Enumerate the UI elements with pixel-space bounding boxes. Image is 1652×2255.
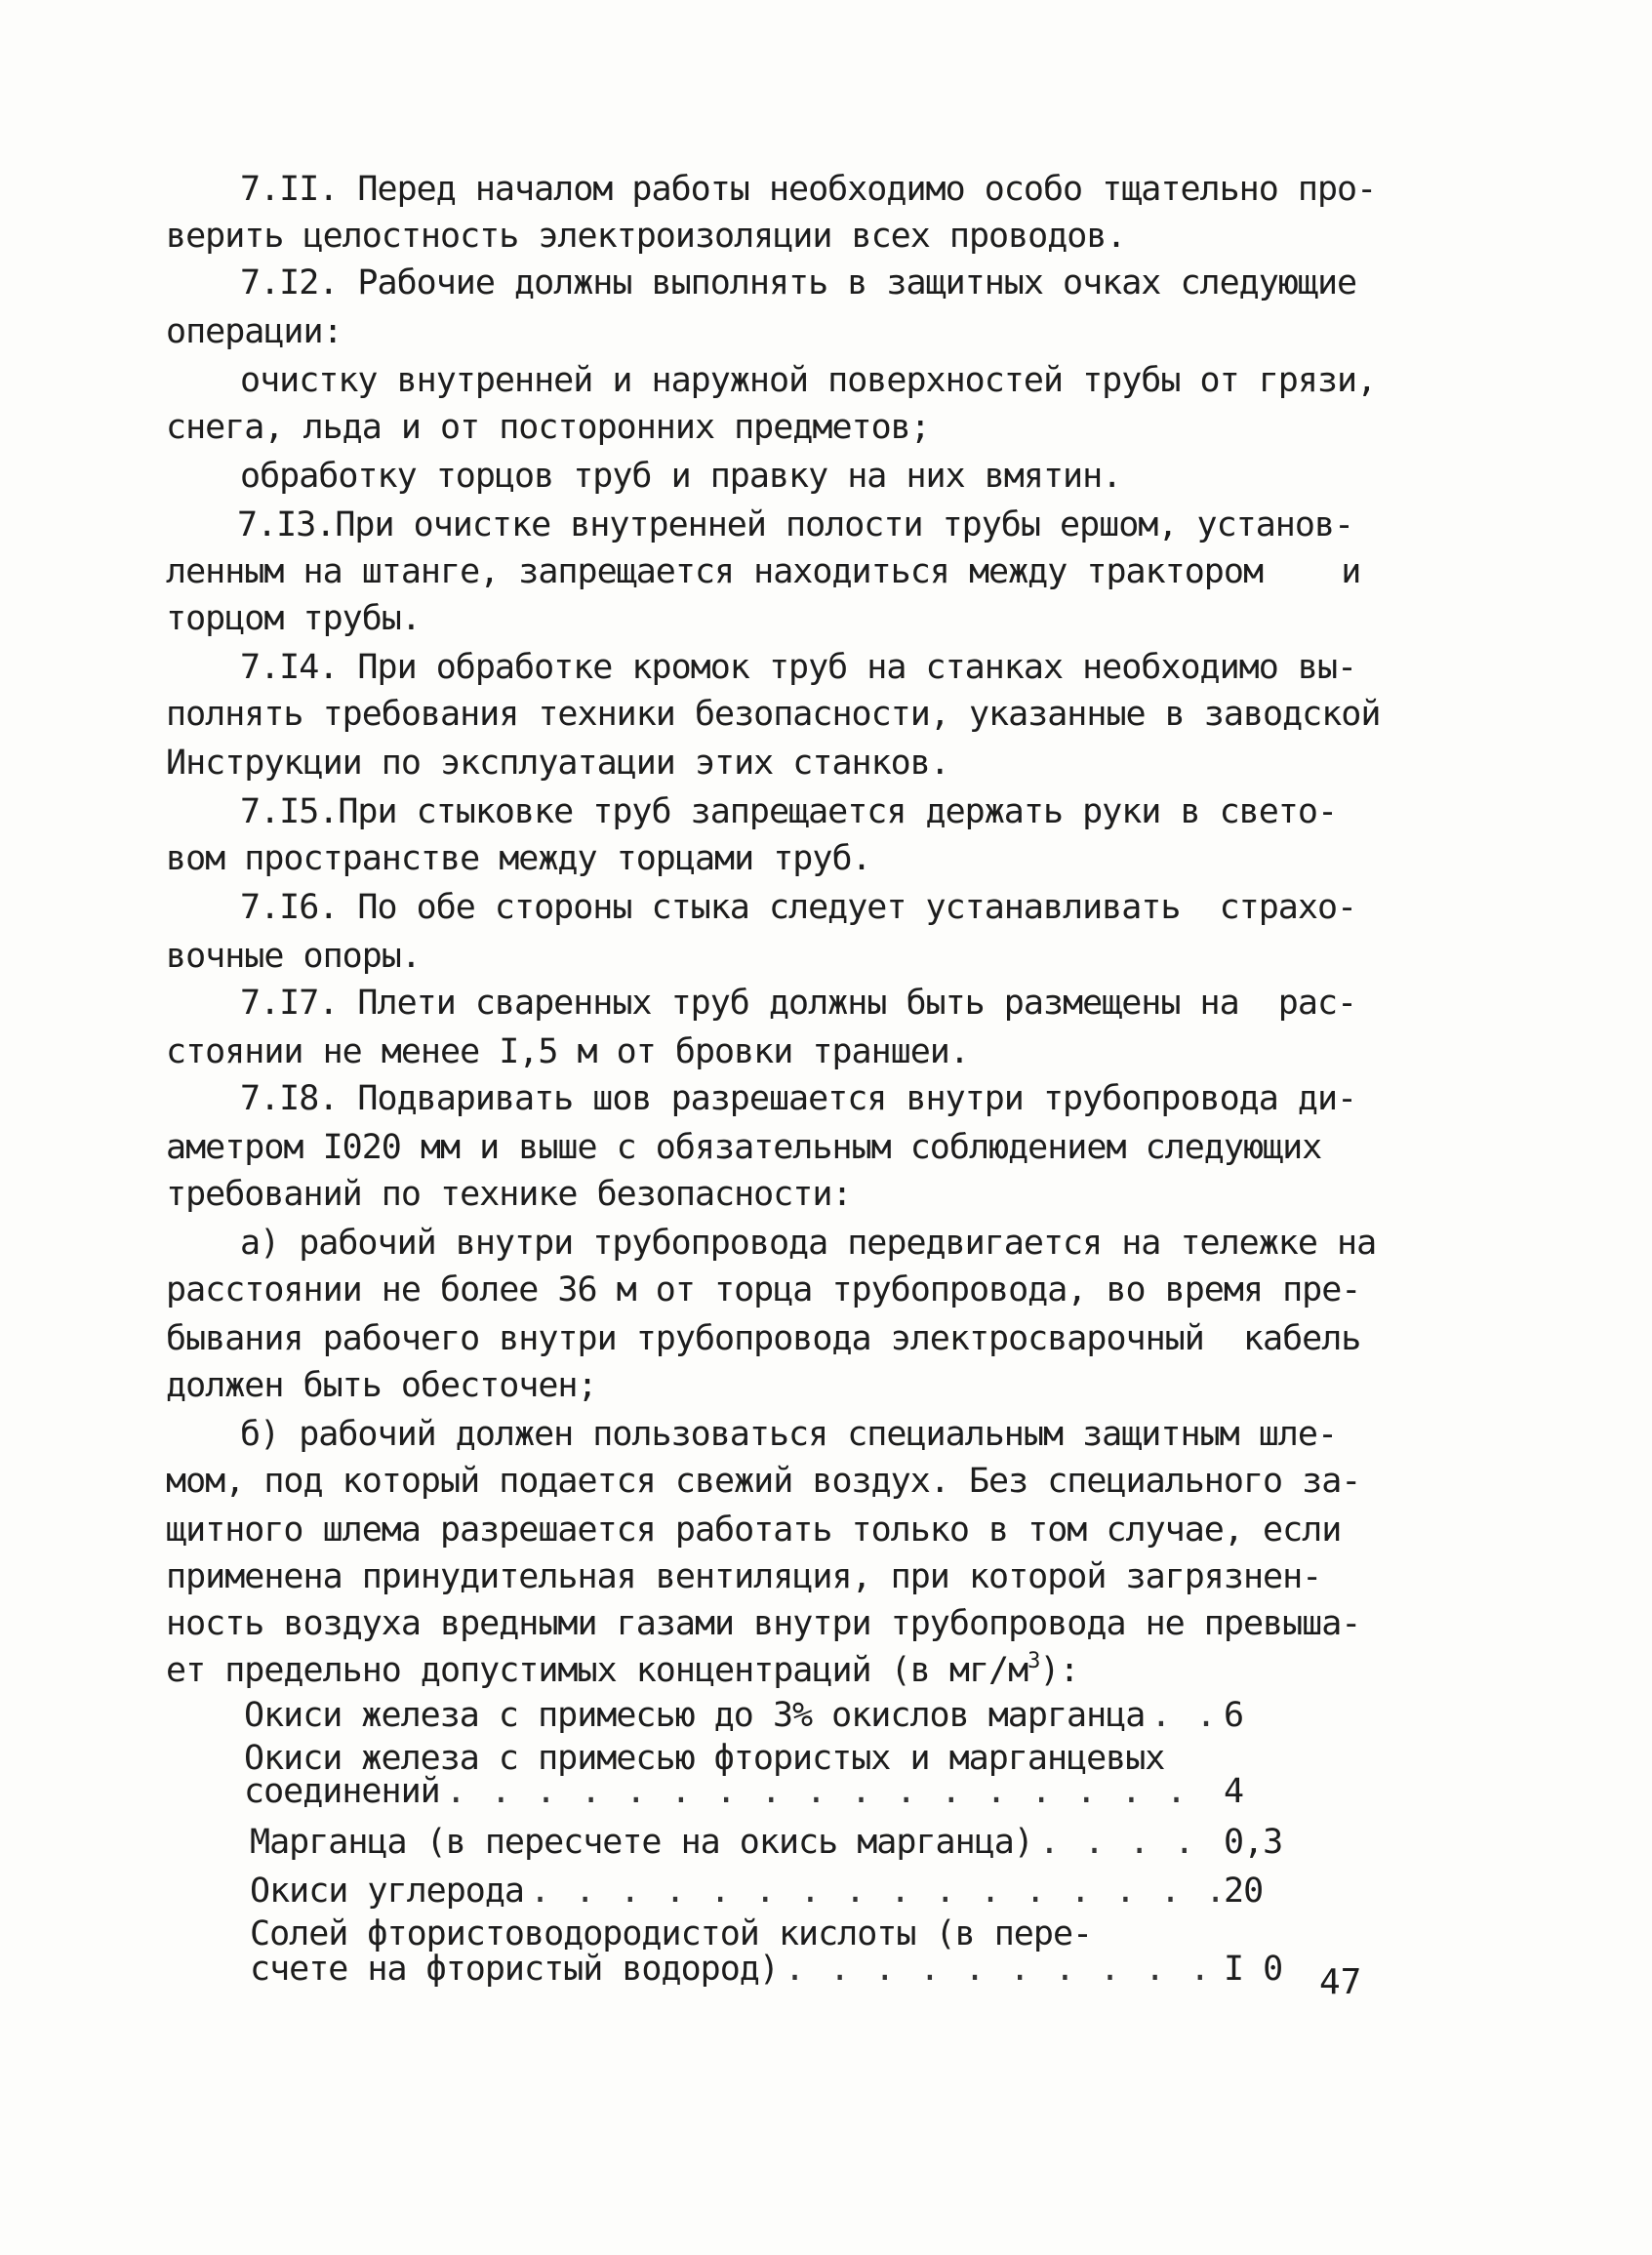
text-line: 7.I6. По обе стороны стыка следует устанавливать страхо- — [240, 888, 1357, 927]
text-line: расстоянии не более 36 м от торца трубопровода, во время пре- — [166, 1270, 1361, 1309]
concentration-label-line1: Окиси железа с примесью фтористых и марганцевых — [244, 1739, 1165, 1778]
text-line: вочные опоры. — [166, 937, 421, 976]
concentration-label: Окиси железа с примесью до 3% окислов марганца — [244, 1696, 1146, 1735]
concentration-row — [250, 1950, 1283, 1989]
concentration-value: 4 — [1224, 1772, 1244, 1811]
unit-text: ет предельно допустимых концентраций (в мг/м — [166, 1651, 1028, 1690]
page-number: 47 — [1319, 1962, 1362, 2002]
text-line: требований по технике безопасности: — [166, 1175, 852, 1214]
text-line: бывания рабочего внутри трубопровода электросварочный кабель — [166, 1319, 1361, 1358]
concentration-label: Окиси углерода — [250, 1872, 525, 1911]
concentration-row — [250, 1872, 1278, 1911]
concentration-value: 0,3 — [1224, 1823, 1283, 1862]
text-line: стоянии не менее I,5 м от бровки траншеи. — [166, 1032, 969, 1071]
text-line: снега, льда и от посторонних предметов; — [166, 408, 930, 447]
text-line: полнять требования техники безопасности, указанные в заводской — [166, 695, 1381, 734]
concentration-label: Марганца (в пересчете на окись марганца) — [250, 1823, 1033, 1862]
text-line: 7.I4. При обработке кромок труб на станках необходимо вы- — [240, 648, 1357, 687]
text-line: вом пространстве между торцами труб. — [166, 839, 871, 878]
text-line: 7.I5.При стыковке труб запрещается держать руки в свето- — [240, 792, 1338, 831]
text-line: торцом трубы. — [166, 599, 421, 638]
text-line: аметром I020 мм и выше с обязательным соблюдением следующих — [166, 1128, 1322, 1167]
concentration-row — [244, 1772, 1278, 1811]
text-line: ленным на штанге, запрещается находиться между трактором и — [166, 552, 1361, 591]
concentration-row — [250, 1823, 1283, 1862]
text-line: а) рабочий внутри трубопровода передвигается на тележке на — [240, 1224, 1377, 1263]
concentration-label: соединений — [244, 1772, 440, 1811]
unit-superscript: 3 — [1027, 1649, 1040, 1673]
text-line: 7.II. Перед началом работы необходимо особо тщательно про- — [240, 170, 1377, 209]
concentration-row — [244, 1696, 1278, 1735]
text-line: верить целостность электроизоляции всех проводов. — [166, 217, 1126, 256]
text-line: ность воздуха вредными газами внутри трубопровода не превыша- — [166, 1604, 1361, 1643]
text-line: щитного шлема разрешается работать только в том случае, если — [166, 1510, 1342, 1550]
text-line: 7.I7. Плети сваренных труб должны быть размещены на рас- — [240, 984, 1357, 1023]
text-line: б) рабочий должен пользоваться специальным защитным шле- — [240, 1415, 1338, 1454]
text-line: мом, под который подается свежий воздух. Без специального за- — [166, 1462, 1361, 1501]
concentration-value: 20 — [1224, 1872, 1264, 1911]
dot-leader — [785, 1950, 1218, 1989]
concentration-value: I 0 — [1224, 1950, 1283, 1989]
text-line: применена принудительная вентиляция, при которой загрязнен- — [166, 1557, 1322, 1596]
text-line: 7.I8. Подваривать шов разрешается внутри трубопровода ди- — [240, 1079, 1357, 1118]
text-line: должен быть обесточен; — [166, 1366, 597, 1405]
text-line — [166, 1647, 1079, 1694]
dot-leader — [530, 1872, 1218, 1911]
concentration-label-line1: Солей фтористоводородистой кислоты (в пере- — [250, 1914, 1093, 1953]
text-line: 7.I2. Рабочие должны выполнять в защитных очках следующие — [240, 263, 1357, 302]
concentration-label: счете на фтористый водород) — [250, 1950, 779, 1989]
text-line: обработку торцов труб и правку на них вмятин. — [240, 457, 1122, 496]
unit-tail: ): — [1039, 1651, 1079, 1690]
dot-leader — [1150, 1696, 1218, 1735]
dot-leader — [446, 1772, 1218, 1811]
text-line: Инструкции по эксплуатации этих станков. — [166, 744, 949, 783]
dot-leader — [1039, 1823, 1218, 1862]
text-line: операции: — [166, 312, 342, 351]
text-line: очистку внутренней и наружной поверхностей трубы от грязи, — [240, 361, 1377, 400]
concentration-value: 6 — [1224, 1696, 1244, 1735]
text-line: 7.I3.При очистке внутренней полости трубы ершом, установ- — [237, 505, 1354, 544]
